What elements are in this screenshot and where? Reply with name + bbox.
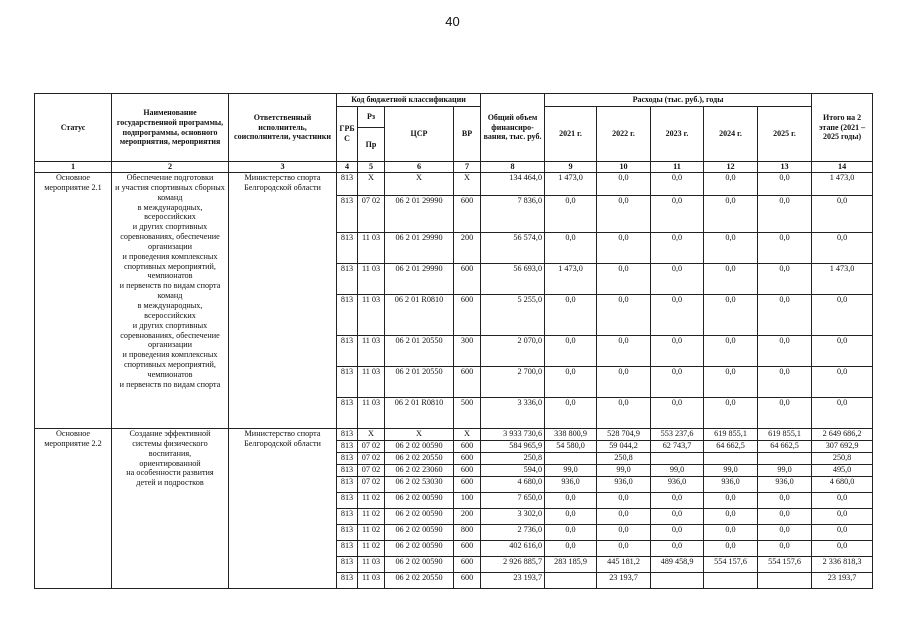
header-budget-code: Код бюджетной классификации <box>337 94 481 107</box>
total-cell: 56 574,0 <box>481 233 545 264</box>
y2022-cell: 0,0 <box>597 493 651 509</box>
grbs-cell: 813 <box>337 453 358 465</box>
column-number: 2 <box>112 162 229 173</box>
y2024-cell: 0,0 <box>704 173 758 196</box>
rzpr-cell: 11 02 <box>358 541 385 557</box>
itogo-cell: 2 649 686,2 <box>812 429 873 441</box>
y2023-cell: 0,0 <box>651 295 704 336</box>
y2022-cell: 0,0 <box>597 525 651 541</box>
column-number: 5 <box>358 162 385 173</box>
vr-cell: 500 <box>454 398 481 429</box>
grbs-cell: 813 <box>337 441 358 453</box>
grbs-cell: 813 <box>337 398 358 429</box>
header-total-volume: Общий объем финансиро-вания, тыс. руб. <box>481 94 545 162</box>
y2024-cell: 0,0 <box>704 336 758 367</box>
y2022-cell: 445 181,2 <box>597 557 651 573</box>
description-line: и других спортивных соревнованиях, обеспечение организации <box>120 222 220 251</box>
itogo-cell: 2 336 818,3 <box>812 557 873 573</box>
rzpr-cell: 11 02 <box>358 493 385 509</box>
total-cell: 3 933 730,6 <box>481 429 545 441</box>
y2025-cell: 554 157,6 <box>758 557 812 573</box>
itogo-cell: 495,0 <box>812 465 873 477</box>
itogo-cell: 0,0 <box>812 509 873 525</box>
y2024-cell <box>704 453 758 465</box>
y2024-cell <box>704 573 758 589</box>
csr-cell: 06 2 02 00590 <box>385 493 454 509</box>
grbs-cell: 813 <box>337 196 358 233</box>
total-cell: 2 700,0 <box>481 367 545 398</box>
header-csr: ЦСР <box>385 107 454 162</box>
status-cell: Основное мероприятие 2.2 <box>35 429 112 589</box>
y2021-cell: 0,0 <box>545 525 597 541</box>
total-cell: 56 693,0 <box>481 264 545 295</box>
csr-cell: 06 2 01 29990 <box>385 264 454 295</box>
y2021-cell: 283 185,9 <box>545 557 597 573</box>
rzpr-cell: 11 03 <box>358 557 385 573</box>
column-number: 8 <box>481 162 545 173</box>
y2023-cell <box>651 453 704 465</box>
y2024-cell: 0,0 <box>704 196 758 233</box>
y2023-cell: 0,0 <box>651 196 704 233</box>
vr-cell: 200 <box>454 233 481 264</box>
y2021-cell: 338 800,9 <box>545 429 597 441</box>
y2023-cell: 0,0 <box>651 493 704 509</box>
grbs-cell: 813 <box>337 477 358 493</box>
total-cell: 584 965,9 <box>481 441 545 453</box>
total-cell: 7 650,0 <box>481 493 545 509</box>
y2023-cell: 0,0 <box>651 541 704 557</box>
y2024-cell: 0,0 <box>704 367 758 398</box>
description-line: на особенности развития <box>126 468 214 478</box>
y2022-cell: 0,0 <box>597 367 651 398</box>
vr-cell: 600 <box>454 367 481 398</box>
header-status: Статус <box>35 94 112 162</box>
y2024-cell: 936,0 <box>704 477 758 493</box>
y2025-cell: 0,0 <box>758 493 812 509</box>
grbs-cell: 813 <box>337 295 358 336</box>
grbs-cell: 813 <box>337 429 358 441</box>
y2022-cell: 23 193,7 <box>597 573 651 589</box>
rzpr-cell: 11 02 <box>358 509 385 525</box>
vr-cell: 600 <box>454 295 481 336</box>
table-row <box>35 173 873 196</box>
y2022-cell: 99,0 <box>597 465 651 477</box>
y2022-cell: 59 044,2 <box>597 441 651 453</box>
executor-cell: Министерство спорта Белгородской области <box>229 173 337 429</box>
vr-cell: 600 <box>454 441 481 453</box>
description-line: и первенств по видам спорта <box>119 379 221 389</box>
description-line: и других спортивных соревнованиях, обеспечение организации <box>120 320 220 350</box>
y2025-cell: 619 855,1 <box>758 429 812 441</box>
grbs-cell: 813 <box>337 367 358 398</box>
column-number: 12 <box>704 162 758 173</box>
y2024-cell: 554 157,6 <box>704 557 758 573</box>
vr-cell: 600 <box>454 264 481 295</box>
y2021-cell <box>545 573 597 589</box>
y2025-cell: 99,0 <box>758 465 812 477</box>
y2022-cell: 0,0 <box>597 264 651 295</box>
rzpr-cell: 11 03 <box>358 367 385 398</box>
total-cell: 23 193,7 <box>481 573 545 589</box>
y2024-cell: 0,0 <box>704 233 758 264</box>
vr-cell: 600 <box>454 557 481 573</box>
description-line: и первенств по видам спорта команд <box>119 281 221 301</box>
rzpr-cell: X <box>358 173 385 196</box>
itogo-cell: 1 473,0 <box>812 264 873 295</box>
y2021-cell: 0,0 <box>545 509 597 525</box>
y2023-cell: 0,0 <box>651 264 704 295</box>
column-number: 11 <box>651 162 704 173</box>
vr-cell: 600 <box>454 477 481 493</box>
itogo-cell: 0,0 <box>812 493 873 509</box>
rzpr-cell: 07 02 <box>358 477 385 493</box>
grbs-cell: 813 <box>337 493 358 509</box>
grbs-cell: 813 <box>337 557 358 573</box>
y2025-cell: 0,0 <box>758 264 812 295</box>
y2025-cell: 0,0 <box>758 525 812 541</box>
grbs-cell: 813 <box>337 336 358 367</box>
rzpr-cell: 07 02 <box>358 453 385 465</box>
rzpr-cell: 07 02 <box>358 441 385 453</box>
y2023-cell: 0,0 <box>651 233 704 264</box>
column-number: 6 <box>385 162 454 173</box>
column-number: 14 <box>812 162 873 173</box>
csr-cell: 06 2 01 R0810 <box>385 398 454 429</box>
header-year-2024: 2024 г. <box>704 107 758 162</box>
y2023-cell: 0,0 <box>651 509 704 525</box>
y2022-cell: 0,0 <box>597 509 651 525</box>
csr-cell: 06 2 02 20550 <box>385 453 454 465</box>
total-cell: 4 680,0 <box>481 477 545 493</box>
header-name: Наименование государственной программы, подпрограммы, основного мероприятия, мероприятия <box>112 94 229 162</box>
y2025-cell <box>758 453 812 465</box>
description-cell <box>112 173 229 429</box>
y2022-cell: 0,0 <box>597 398 651 429</box>
y2024-cell: 0,0 <box>704 398 758 429</box>
header-expenses: Расходы (тыс. руб.), годы <box>545 94 812 107</box>
total-cell: 134 464,0 <box>481 173 545 196</box>
column-number: 1 <box>35 162 112 173</box>
grbs-cell: 813 <box>337 541 358 557</box>
rzpr-cell: 11 03 <box>358 233 385 264</box>
total-cell: 250,8 <box>481 453 545 465</box>
header-rz: Рз <box>358 107 385 128</box>
y2022-cell: 0,0 <box>597 196 651 233</box>
grbs-cell: 813 <box>337 264 358 295</box>
header-grbs: ГРБ С <box>337 107 358 162</box>
description-line: ориентированной <box>139 458 201 468</box>
y2023-cell: 553 237,6 <box>651 429 704 441</box>
description-line: и участия спортивных сборных команд <box>115 182 225 202</box>
y2024-cell: 0,0 <box>704 541 758 557</box>
y2021-cell: 0,0 <box>545 196 597 233</box>
itogo-cell: 0,0 <box>812 233 873 264</box>
y2025-cell: 0,0 <box>758 173 812 196</box>
y2023-cell: 489 458,9 <box>651 557 704 573</box>
csr-cell: 06 2 02 20550 <box>385 573 454 589</box>
y2022-cell: 936,0 <box>597 477 651 493</box>
header-year-2022: 2022 г. <box>597 107 651 162</box>
y2021-cell: 936,0 <box>545 477 597 493</box>
itogo-cell: 1 473,0 <box>812 173 873 196</box>
y2025-cell: 0,0 <box>758 196 812 233</box>
y2024-cell: 0,0 <box>704 525 758 541</box>
rzpr-cell: 11 03 <box>358 398 385 429</box>
grbs-cell: 813 <box>337 173 358 196</box>
description-line: и проведения комплексных спортивных мероприятий, чемпионатов <box>122 251 218 281</box>
rzpr-cell: 11 03 <box>358 295 385 336</box>
description-line: детей и подростков <box>136 478 204 488</box>
itogo-cell: 4 680,0 <box>812 477 873 493</box>
itogo-cell: 0,0 <box>812 336 873 367</box>
y2024-cell: 0,0 <box>704 264 758 295</box>
itogo-cell: 0,0 <box>812 295 873 336</box>
y2024-cell: 0,0 <box>704 295 758 336</box>
column-number: 4 <box>337 162 358 173</box>
total-cell: 594,0 <box>481 465 545 477</box>
csr-cell: 06 2 02 23060 <box>385 465 454 477</box>
y2023-cell: 0,0 <box>651 336 704 367</box>
y2021-cell: 99,0 <box>545 465 597 477</box>
y2025-cell: 64 662,5 <box>758 441 812 453</box>
y2022-cell: 250,8 <box>597 453 651 465</box>
total-cell: 3 302,0 <box>481 509 545 525</box>
description-line: Создание эффективной <box>129 429 211 438</box>
csr-cell: 06 2 02 00590 <box>385 441 454 453</box>
description-line: и проведения комплексных спортивных мероприятий, чемпионатов <box>122 350 218 379</box>
total-cell: 2 926 885,7 <box>481 557 545 573</box>
csr-cell: 06 2 02 00590 <box>385 509 454 525</box>
y2023-cell: 0,0 <box>651 173 704 196</box>
csr-cell: 06 2 02 00590 <box>385 557 454 573</box>
y2021-cell: 0,0 <box>545 233 597 264</box>
header-vr: ВР <box>454 107 481 162</box>
y2021-cell: 0,0 <box>545 541 597 557</box>
vr-cell: 800 <box>454 525 481 541</box>
itogo-cell: 0,0 <box>812 525 873 541</box>
csr-cell: 06 2 01 20550 <box>385 367 454 398</box>
page-number: 40 <box>445 14 460 29</box>
y2022-cell: 0,0 <box>597 541 651 557</box>
table-row <box>35 429 873 441</box>
csr-cell: 06 2 01 R0810 <box>385 295 454 336</box>
vr-cell: 600 <box>454 465 481 477</box>
column-number: 10 <box>597 162 651 173</box>
vr-cell: 300 <box>454 336 481 367</box>
vr-cell: 600 <box>454 573 481 589</box>
rzpr-cell: 07 02 <box>358 465 385 477</box>
description-line: Обеспечение подготовки <box>126 173 214 182</box>
itogo-cell: 0,0 <box>812 541 873 557</box>
csr-cell: 06 2 02 00590 <box>385 525 454 541</box>
header-itogo: Итого на 2 этапе (2021 – 2025 годы) <box>812 94 873 162</box>
y2025-cell <box>758 573 812 589</box>
y2021-cell: 0,0 <box>545 367 597 398</box>
total-cell: 2 736,0 <box>481 525 545 541</box>
y2025-cell: 936,0 <box>758 477 812 493</box>
header-year-2023: 2023 г. <box>651 107 704 162</box>
y2021-cell: 0,0 <box>545 336 597 367</box>
total-cell: 2 070,0 <box>481 336 545 367</box>
vr-cell: 600 <box>454 541 481 557</box>
y2022-cell: 0,0 <box>597 173 651 196</box>
itogo-cell: 0,0 <box>812 196 873 233</box>
header-year-2021: 2021 г. <box>545 107 597 162</box>
y2021-cell <box>545 453 597 465</box>
total-cell: 402 616,0 <box>481 541 545 557</box>
grbs-cell: 813 <box>337 509 358 525</box>
description-line: в международных, всероссийских <box>137 202 203 222</box>
y2025-cell: 0,0 <box>758 541 812 557</box>
y2025-cell: 0,0 <box>758 398 812 429</box>
vr-cell: X <box>454 429 481 441</box>
rzpr-cell: 11 02 <box>358 525 385 541</box>
csr-cell: X <box>385 173 454 196</box>
grbs-cell: 813 <box>337 573 358 589</box>
y2024-cell: 0,0 <box>704 509 758 525</box>
y2025-cell: 0,0 <box>758 233 812 264</box>
y2024-cell: 64 662,5 <box>704 441 758 453</box>
description-line: системы физического воспитания, <box>132 438 208 458</box>
column-number: 13 <box>758 162 812 173</box>
y2023-cell: 0,0 <box>651 367 704 398</box>
y2021-cell: 1 473,0 <box>545 264 597 295</box>
vr-cell: 200 <box>454 509 481 525</box>
itogo-cell: 250,8 <box>812 453 873 465</box>
y2023-cell: 0,0 <box>651 398 704 429</box>
y2021-cell: 0,0 <box>545 295 597 336</box>
y2023-cell: 936,0 <box>651 477 704 493</box>
total-cell: 7 836,0 <box>481 196 545 233</box>
description-cell <box>112 429 229 589</box>
column-number: 9 <box>545 162 597 173</box>
column-numbers-row <box>35 162 873 173</box>
itogo-cell: 0,0 <box>812 367 873 398</box>
rzpr-cell: 11 03 <box>358 573 385 589</box>
y2023-cell: 62 743,7 <box>651 441 704 453</box>
vr-cell: 600 <box>454 453 481 465</box>
rzpr-cell: 07 02 <box>358 196 385 233</box>
rzpr-cell: 11 03 <box>358 264 385 295</box>
executor-cell: Министерство спорта Белгородской области <box>229 429 337 589</box>
y2025-cell: 0,0 <box>758 367 812 398</box>
header-executor: Ответственный исполнитель, соисполнители, участники <box>229 94 337 162</box>
y2024-cell: 0,0 <box>704 493 758 509</box>
y2023-cell: 99,0 <box>651 465 704 477</box>
y2023-cell: 0,0 <box>651 525 704 541</box>
y2024-cell: 99,0 <box>704 465 758 477</box>
description-line: в международных, всероссийских <box>137 300 203 320</box>
csr-cell: 06 2 02 53030 <box>385 477 454 493</box>
csr-cell: 06 2 01 20550 <box>385 336 454 367</box>
y2025-cell: 0,0 <box>758 295 812 336</box>
itogo-cell: 0,0 <box>812 398 873 429</box>
vr-cell: 100 <box>454 493 481 509</box>
itogo-cell: 23 193,7 <box>812 573 873 589</box>
grbs-cell: 813 <box>337 465 358 477</box>
y2024-cell: 619 855,1 <box>704 429 758 441</box>
y2022-cell: 0,0 <box>597 233 651 264</box>
y2021-cell: 54 580,0 <box>545 441 597 453</box>
csr-cell: 06 2 01 29990 <box>385 233 454 264</box>
y2025-cell: 0,0 <box>758 509 812 525</box>
grbs-cell: 813 <box>337 233 358 264</box>
header-year-2025: 2025 г. <box>758 107 812 162</box>
budget-table <box>34 93 873 589</box>
rzpr-cell: X <box>358 429 385 441</box>
vr-cell: X <box>454 173 481 196</box>
y2023-cell <box>651 573 704 589</box>
csr-cell: X <box>385 429 454 441</box>
y2022-cell: 0,0 <box>597 295 651 336</box>
header-pr: Пр <box>358 128 385 162</box>
vr-cell: 600 <box>454 196 481 233</box>
y2022-cell: 0,0 <box>597 336 651 367</box>
grbs-cell: 813 <box>337 525 358 541</box>
y2021-cell: 1 473,0 <box>545 173 597 196</box>
y2021-cell: 0,0 <box>545 493 597 509</box>
y2021-cell: 0,0 <box>545 398 597 429</box>
total-cell: 3 336,0 <box>481 398 545 429</box>
column-number: 7 <box>454 162 481 173</box>
y2022-cell: 528 704,9 <box>597 429 651 441</box>
y2025-cell: 0,0 <box>758 336 812 367</box>
csr-cell: 06 2 02 00590 <box>385 541 454 557</box>
total-cell: 5 255,0 <box>481 295 545 336</box>
column-number: 3 <box>229 162 337 173</box>
itogo-cell: 307 692,9 <box>812 441 873 453</box>
status-cell: Основное мероприятие 2.1 <box>35 173 112 429</box>
csr-cell: 06 2 01 29990 <box>385 196 454 233</box>
rzpr-cell: 11 03 <box>358 336 385 367</box>
